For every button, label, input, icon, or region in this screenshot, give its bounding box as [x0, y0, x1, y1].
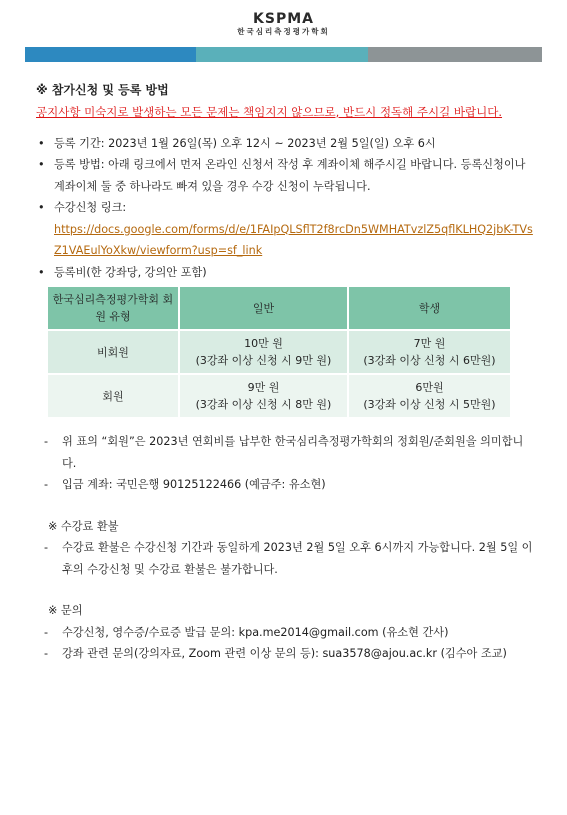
section-heading: ※ 참가신청 및 등록 방법 — [36, 83, 169, 97]
color-bar-blue — [25, 47, 196, 62]
main-content — [36, 80, 536, 665]
table-cell-student: 7만 원 (3강좌 이상 신청 시 6만원) — [349, 331, 510, 373]
contact-list — [36, 622, 536, 665]
list-item: • 등록비(한 강좌당, 강의안 포함) — [38, 265, 207, 279]
table-cell-type: 비회원 — [48, 331, 178, 373]
period-text: 등록 기간: 2023년 1월 26일(목) 오후 12시 ~ 2023년 2월 5일(일) 오후 6시 — [54, 136, 436, 150]
notes-list — [36, 431, 536, 496]
table-cell-general: 10만 원 (3강좌 이상 신청 시 9만 원) — [180, 331, 347, 373]
table-cell-student: 6만원 (3강좌 이상 신청 시 5만원) — [349, 375, 510, 417]
list-item: • 수강신청 링크: https://docs.google.com/forms/d/e/1FAIpQLSflT2f8rcDn5WMHATvzlZ5qflKLHQ2jbK-TVsZ1VAEulYoXkw/viewform?usp=sf_link — [38, 201, 533, 257]
table-cell-type: 회원 — [48, 375, 178, 417]
method-text: 등록 방법: 아래 링크에서 먼저 온라인 신청서 작성 후 계좌이체 해주시길 바랍니다. 등록신청이나 계좌이체 둘 중 하나라도 빠져 있을 경우 수강 신청이 누락됩니다. — [54, 158, 526, 193]
fee-table — [46, 285, 512, 419]
list-item: - 수강신청, 영수증/수료증 발급 문의: kpa.me2014@gmail.com (유소현 간사) — [44, 625, 449, 639]
table-cell-general: 9만 원 (3강좌 이상 신청 시 8만 원) — [180, 375, 347, 417]
table-row — [48, 375, 510, 417]
table-header-student: 학생 — [349, 287, 510, 329]
list-item: - 강좌 관련 문의(강의자료, Zoom 관련 이상 문의 등): sua3578@ajou.ac.kr (김수아 조교) — [44, 647, 507, 660]
list-item: - 수강료 환불은 수강신청 기간과 동일하게 2023년 2월 5일 오후 6시까지 가능합니다. 2월 5일 이후의 수강신청 및 수강료 환불은 불가합니다. — [44, 541, 533, 576]
registration-list — [36, 133, 536, 284]
notice-text: 공지사항 미숙지로 발생하는 모든 문제는 책임지지 않으므로, 반드시 정독해 주시길 바랍니다. — [36, 104, 503, 119]
table-header-type: 한국심리측정평가학회 회원 유형 — [48, 287, 178, 329]
list-item: • 등록 기간: 2023년 1월 26일(목) 오후 12시 ~ 2023년 2월 5일(일) 오후 6시 — [38, 136, 436, 150]
logo-main: KSPMA — [253, 11, 314, 27]
link-label: 수강신청 링크: — [54, 201, 127, 214]
refund-list — [36, 537, 536, 580]
list-item: • 등록 방법: 아래 링크에서 먼저 온라인 신청서 작성 후 계좌이체 해주시길 바랍니다. 등록신청이나 계좌이체 둘 중 하나라도 빠져 있을 경우 수강 신청이 누락됩니다. — [38, 158, 526, 193]
table-header-general: 일반 — [180, 287, 347, 329]
color-bar-teal — [196, 47, 368, 62]
list-item: - 위 표의 “회원”은 2023년 연회비를 납부한 한국심리측정평가학회의 정회원/준회원을 의미합니다. — [44, 435, 524, 470]
fee-label: 등록비(한 강좌당, 강의안 포함) — [54, 265, 207, 279]
refund-heading: ※ 수강료 환불 — [48, 519, 119, 533]
logo — [0, 11, 567, 37]
table-row — [48, 331, 510, 373]
color-bar — [25, 47, 542, 62]
registration-link[interactable]: https://docs.google.com/forms/d/e/1FAIpQLSflT2f8rcDn5WMHATvzlZ5qflKLHQ2jbK-TVsZ1VAEulYoXkw/viewform?usp=sf_link — [54, 222, 533, 257]
contact-heading: ※ 문의 — [48, 604, 83, 617]
list-item: - 입금 계좌: 국민은행 90125122466 (예금주: 유소현) — [44, 478, 326, 491]
logo-sub: 한국심리측정평가학회 — [237, 27, 330, 36]
color-bar-gray — [368, 47, 542, 62]
